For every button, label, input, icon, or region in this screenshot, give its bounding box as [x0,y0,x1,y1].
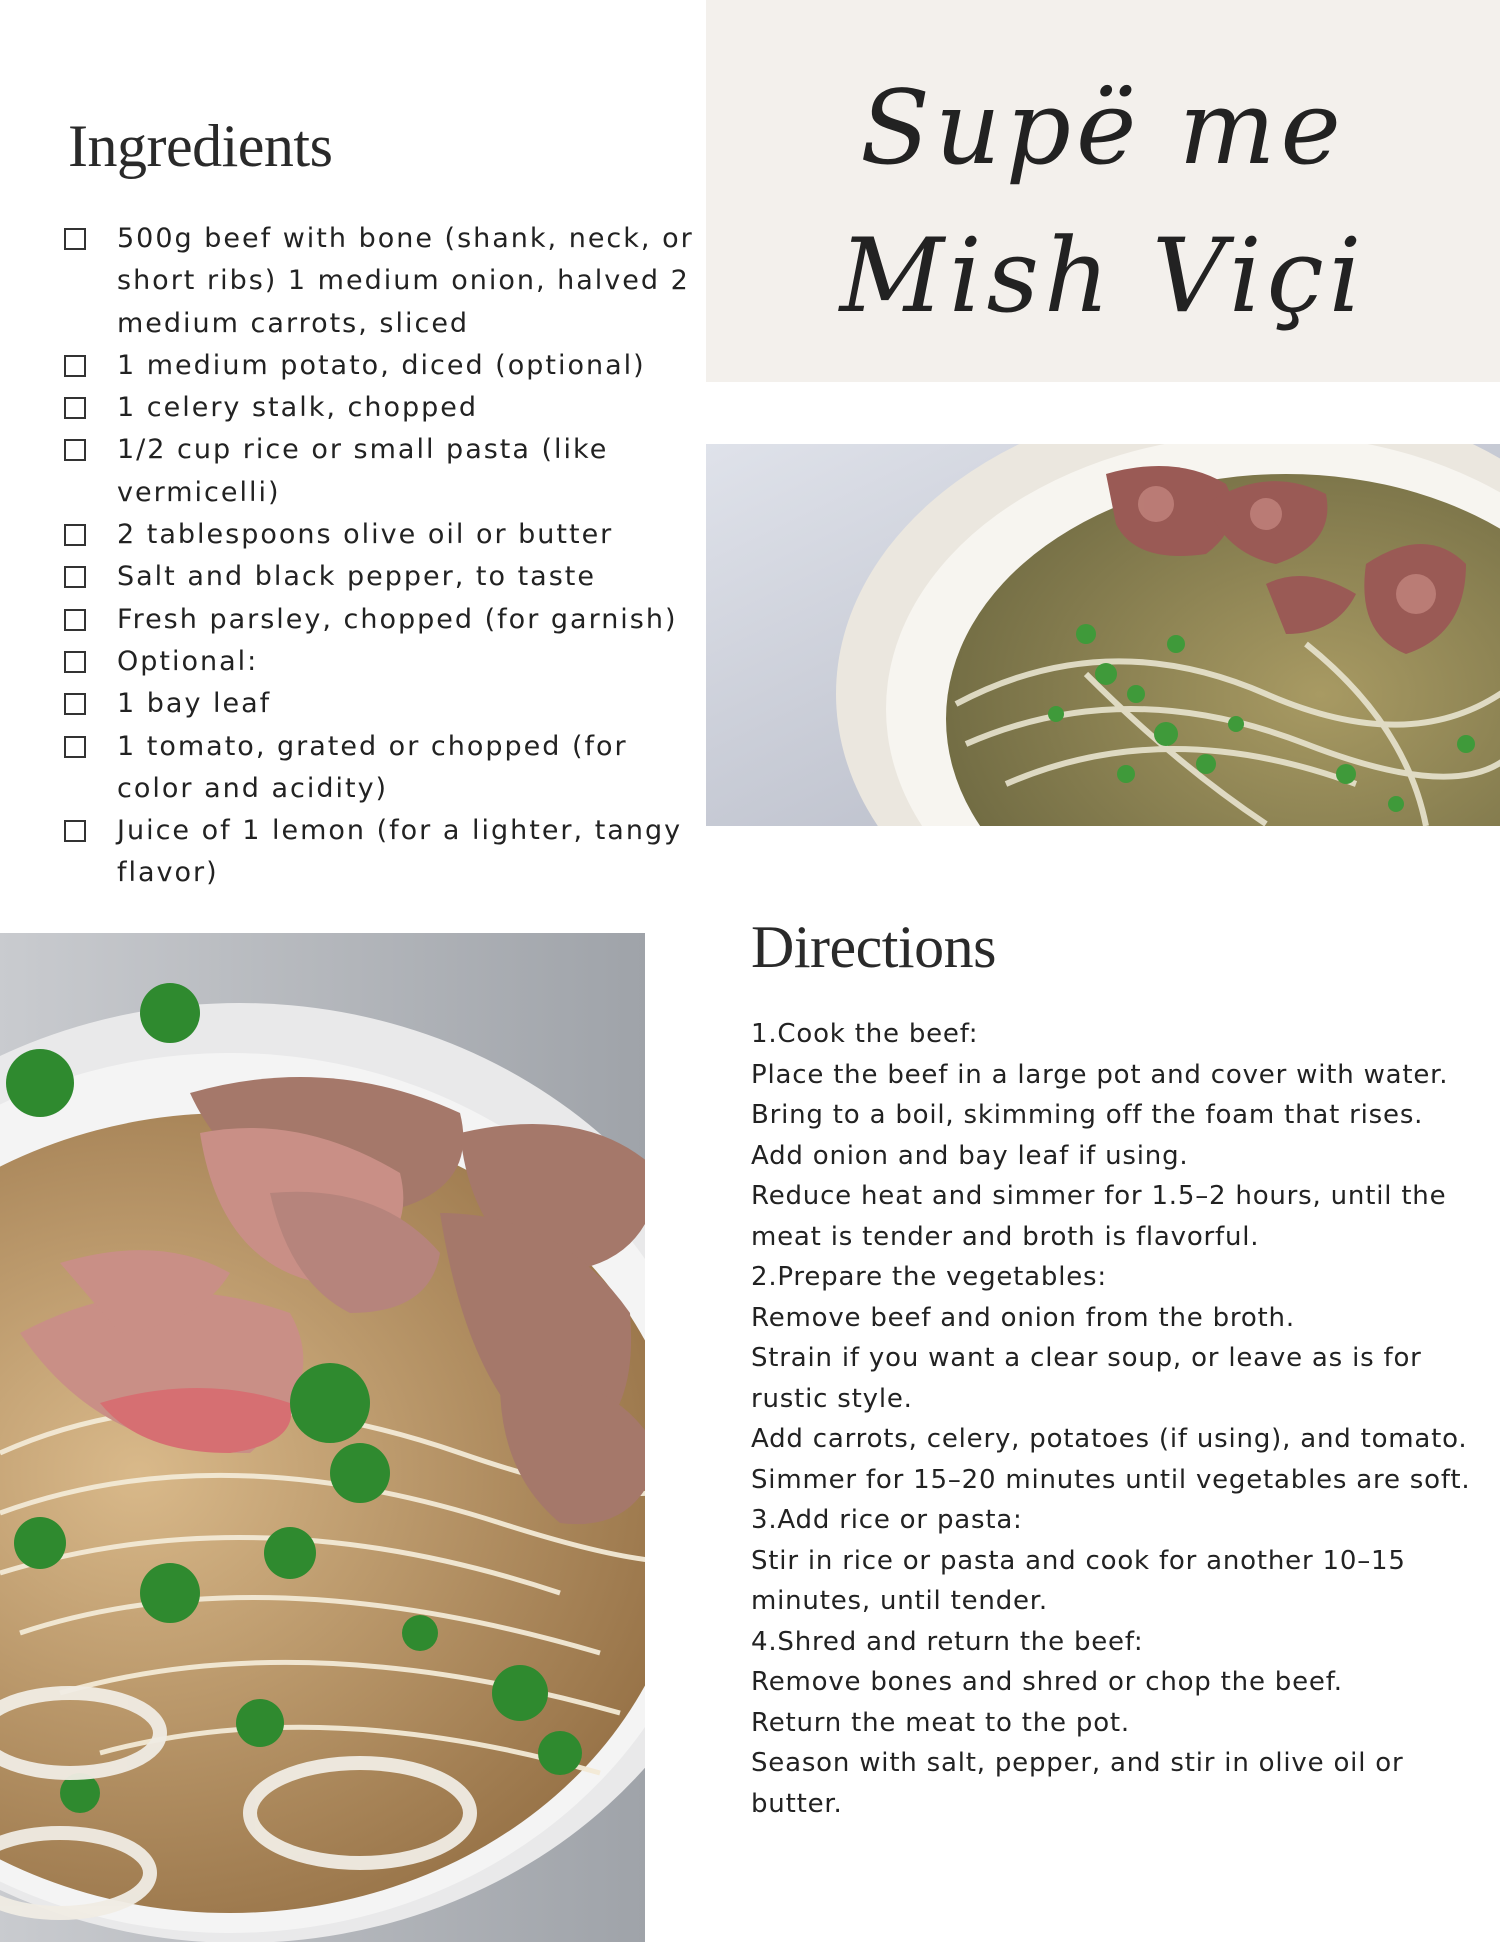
ingredient-text: 2 tablespoons olive oil or butter [117,519,614,551]
ingredient-text: 1/2 cup rice or small pasta (like vermicelli) [117,434,609,508]
direction-line: Bring to a boil, skimming off the foam that rises. [751,1100,1424,1130]
direction-step-heading: 3.Add rice or pasta: [751,1505,1023,1535]
ingredients-list [64,218,694,895]
title-panel [706,0,1500,382]
direction-line: Strain if you want a clear soup, or leave as is for rustic style. [751,1343,1422,1414]
ingredient-item[interactable] [64,556,694,598]
ingredient-item[interactable] [64,683,694,725]
checkbox[interactable] [64,355,86,377]
ingredient-text: 1 celery stalk, chopped [117,392,478,424]
direction-line: Remove beef and onion from the broth. [751,1302,1295,1333]
checkbox[interactable] [64,228,86,250]
direction-step-heading: 4.Shred and return the beef: [751,1626,1144,1657]
ingredient-item[interactable] [64,218,694,345]
checkbox[interactable] [64,693,86,715]
direction-line: Simmer for 15–20 minutes until vegetables are soft. [751,1464,1471,1495]
checkbox[interactable] [64,651,86,673]
soup-photo-bottom [0,933,645,1942]
ingredient-item[interactable] [64,641,694,683]
recipe-title: Supë me Mish Viçi [839,69,1367,336]
direction-line: Stir in rice or pasta and cook for another 10–15 minutes, until tender. [751,1545,1406,1616]
checkbox[interactable] [64,609,86,631]
ingredient-item[interactable] [64,726,694,811]
checkbox[interactable] [64,820,86,842]
direction-line: Add carrots, celery, potatoes (if using), and tomato. [751,1424,1468,1454]
ingredient-item[interactable] [64,429,694,514]
checkbox[interactable] [64,736,86,758]
ingredient-text: Fresh parsley, chopped (for garnish) [117,603,678,635]
direction-line: Place the beef in a large pot and cover with water. [751,1059,1449,1090]
direction-line: Remove bones and shred or chop the beef. [751,1667,1343,1697]
ingredient-item[interactable] [64,387,694,429]
direction-line: Season with salt, pepper, and stir in olive oil or butter. [751,1748,1404,1819]
checkbox[interactable] [64,566,86,588]
direction-line: Reduce heat and simmer for 1.5–2 hours, until the meat is tender and broth is flavorful. [751,1181,1447,1252]
ingredient-text: 1 medium potato, diced (optional) [117,349,646,381]
direction-step-heading: 1.Cook the beef: [751,1019,979,1049]
ingredient-item[interactable] [64,599,694,641]
ingredient-text: 500g beef with bone (shank, neck, or short ribs) 1 medium onion, halved 2 medium carrots, sliced [117,223,694,339]
ingredient-text: Optional: [117,645,259,677]
ingredient-text: Juice of 1 lemon (for a lighter, tangy flavor) [117,815,683,889]
ingredients-heading: Ingredients [68,113,333,179]
soup-photo-top [706,444,1500,826]
directions-body [751,1014,1471,1824]
direction-line: Return the meat to the pot. [751,1707,1130,1738]
direction-step-heading: 2.Prepare the vegetables: [751,1262,1107,1292]
ingredient-item[interactable] [64,810,694,895]
checkbox[interactable] [64,397,86,419]
ingredient-text: 1 tomato, grated or chopped (for color and acidity) [117,730,628,804]
directions-heading: Directions [751,914,996,980]
checkbox[interactable] [64,439,86,461]
ingredient-item[interactable] [64,345,694,387]
ingredient-item[interactable] [64,514,694,556]
ingredient-text: 1 bay leaf [117,688,272,720]
checkbox[interactable] [64,524,86,546]
ingredient-text: Salt and black pepper, to taste [117,561,596,593]
direction-line: Add onion and bay leaf if using. [751,1140,1189,1171]
